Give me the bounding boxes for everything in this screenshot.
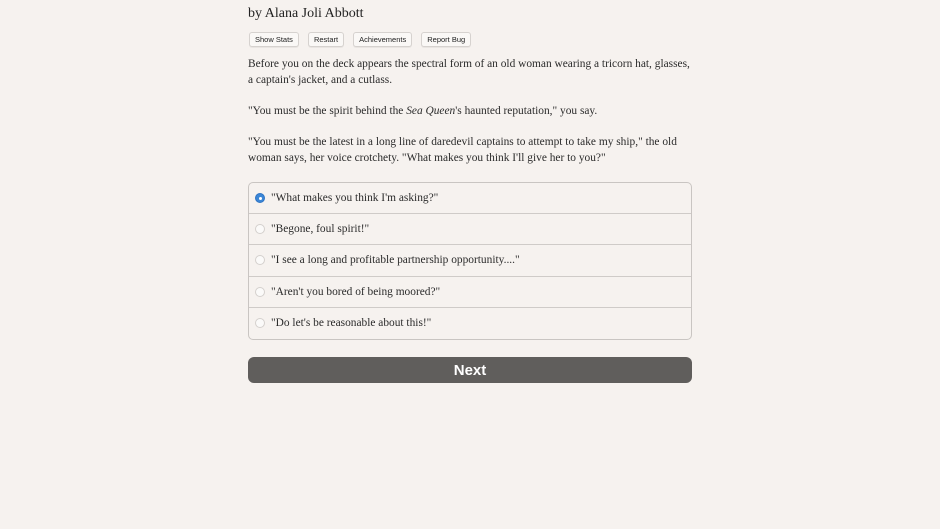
passage-paragraph: "You must be the latest in a long line of daredevil captains to attempt to take my ship," the old woman says, her voice crotchety. "What makes you think I'll give her to you?" [248, 136, 677, 164]
choice-label: "What makes you think I'm asking?" [271, 192, 439, 205]
choice-label: "I see a long and profitable partnership opportunity...." [271, 254, 520, 267]
radio-icon[interactable] [255, 224, 265, 234]
choice-label: "Do let's be reasonable about this!" [271, 317, 432, 330]
restart-button[interactable]: Restart [308, 32, 344, 47]
achievements-button[interactable]: Achievements [353, 32, 412, 47]
author-byline: by Alana Joli Abbott [248, 6, 364, 21]
choice-list [248, 182, 692, 340]
next-button[interactable]: Next [248, 357, 692, 383]
choice-option[interactable] [249, 245, 691, 276]
choice-label: "Begone, foul spirit!" [271, 223, 370, 236]
report-bug-button[interactable]: Report Bug [421, 32, 471, 47]
radio-selected-icon[interactable] [255, 193, 265, 203]
passage-paragraph: Before you on the deck appears the spectral form of an old woman wearing a tricorn hat, glasses, a captain's jacket, and a cutlass. [248, 58, 690, 86]
radio-icon[interactable] [255, 318, 265, 328]
passage-paragraph [248, 103, 692, 119]
radio-icon[interactable] [255, 287, 265, 297]
radio-icon[interactable] [255, 255, 265, 265]
choice-option[interactable] [249, 183, 691, 214]
passage-text: 's haunted reputation," you say. [455, 105, 598, 117]
choice-option[interactable] [249, 277, 691, 308]
choice-option[interactable] [249, 214, 691, 245]
story-passage [248, 56, 692, 181]
choice-option[interactable] [249, 308, 691, 339]
toolbar [249, 32, 471, 47]
passage-text: "You must be the spirit behind the [248, 105, 407, 117]
choice-label: "Aren't you bored of being moored?" [271, 285, 441, 298]
show-stats-button[interactable]: Show Stats [249, 32, 299, 47]
ship-name: Sea Queen [406, 105, 456, 117]
